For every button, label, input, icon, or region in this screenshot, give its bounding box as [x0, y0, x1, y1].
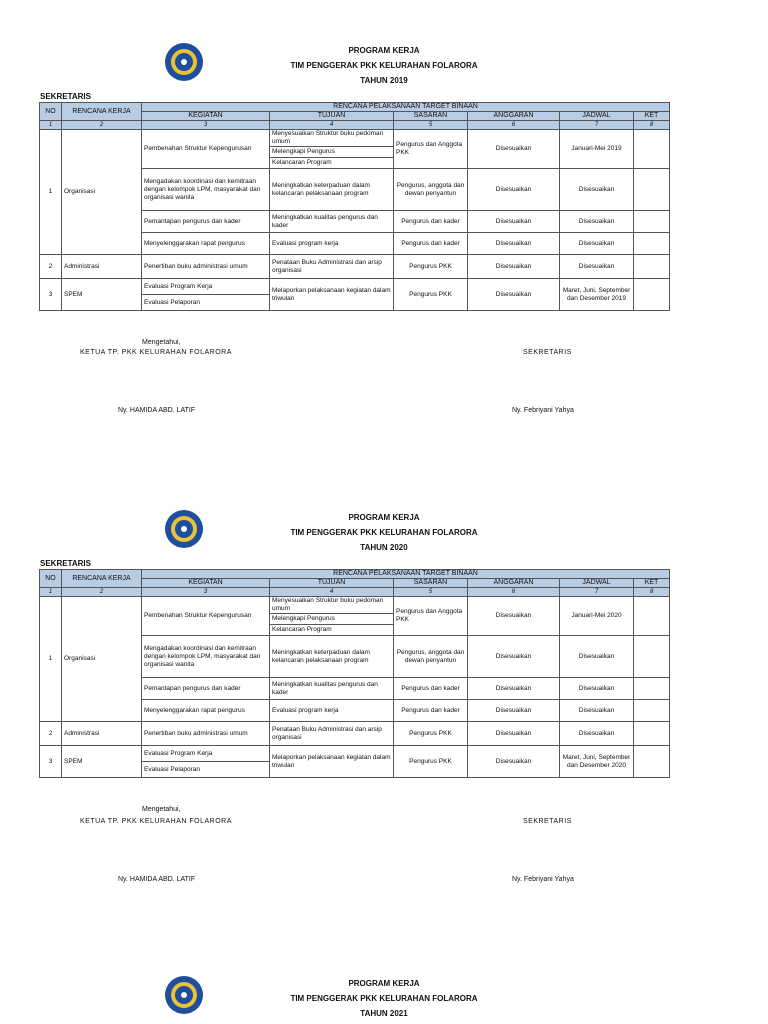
mengetahui-label: Mengetahui,	[142, 339, 181, 346]
cell-kegiatan: Menyelenggarakan rapat pengurus	[142, 233, 270, 255]
cell-jadwal: Disesuaikan	[560, 636, 634, 678]
cell-sasaran: Pengurus dan Anggota PKK	[394, 597, 468, 636]
col-number: 2	[62, 121, 142, 130]
header-jadwal: JADWAL	[560, 579, 634, 588]
cell-sasaran: Pengurus dan kader	[394, 700, 468, 722]
col-number: 3	[142, 121, 270, 130]
header-tujuan: TUJUAN	[270, 579, 394, 588]
page-title: PROGRAM KERJA	[348, 513, 420, 522]
cell-ket	[634, 255, 670, 279]
col-number: 7	[560, 588, 634, 597]
cell-jadwal: Disesuaikan	[560, 678, 634, 700]
cell-kegiatan: Evaluasi Pelaporan	[142, 762, 270, 778]
page-subtitle: TIM PENGGERAK PKK KELURAHAN FOLARORA	[290, 61, 478, 70]
cell-tujuan: Penataan Buku Administrasi dan arsip organisasi	[270, 722, 394, 746]
sekretaris-name: Ny. Febriyani Yahya	[512, 876, 574, 883]
cell-sasaran: Pengurus PKK	[394, 279, 468, 311]
cell-kegiatan: Evaluasi Pelaporan	[142, 295, 270, 311]
section-label: SEKRETARIS	[40, 92, 91, 101]
col-number: 6	[468, 588, 560, 597]
cell-anggaran: Disesuaikan	[468, 722, 560, 746]
cell-kegiatan: Pembenahan Struktur Kepengurusan	[142, 597, 270, 636]
row-rencana: SPEM	[62, 746, 142, 778]
cell-ket	[634, 597, 670, 636]
row-rencana: Administrasi	[62, 722, 142, 746]
page-year: TAHUN 2021	[360, 1009, 408, 1018]
cell-jadwal: Januari-Mei 2019	[560, 130, 634, 169]
cell-kegiatan: Penertiban buku administrasi umum	[142, 722, 270, 746]
cell-jadwal: Disesuaikan	[560, 211, 634, 233]
cell-sasaran: Pengurus dan kader	[394, 211, 468, 233]
row-no: 1	[40, 130, 62, 255]
cell-kegiatan: Pembenahan Struktur Kepengurusan	[142, 130, 270, 169]
row-no: 2	[40, 255, 62, 279]
sekretaris-title: SEKRETARIS	[523, 349, 572, 356]
header-jadwal: JADWAL	[560, 112, 634, 121]
row-no: 3	[40, 746, 62, 778]
col-number: 6	[468, 121, 560, 130]
row-rencana: SPEM	[62, 279, 142, 311]
cell-ket	[634, 636, 670, 678]
cell-kegiatan: Mengadakan koordinasi dan kemitraan dengan kelompok LPM, masyarakat dan organisasi wanita	[142, 636, 270, 678]
cell-anggaran: Disesuaikan	[468, 700, 560, 722]
col-number: 8	[634, 121, 670, 130]
page-title: PROGRAM KERJA	[348, 979, 420, 988]
cell-kegiatan: Evaluasi Program Kerja	[142, 279, 270, 295]
cell-kegiatan: Pemantapan pengurus dan kader	[142, 678, 270, 700]
header-ket: KET	[634, 112, 670, 121]
cell-tujuan: Meningkatkan keterpaduan dalam kelancaran pelaksanaan program	[270, 169, 394, 211]
header-kegiatan: KEGIATAN	[142, 579, 270, 588]
cell-anggaran: Disesuaikan	[468, 169, 560, 211]
cell-anggaran: Disesuaikan	[468, 636, 560, 678]
header-no: NO	[40, 103, 62, 121]
cell-tujuan: Kelancaran Program	[270, 625, 394, 636]
cell-jadwal: Disesuaikan	[560, 255, 634, 279]
cell-sasaran: Pengurus PKK	[394, 746, 468, 778]
cell-sasaran: Pengurus dan kader	[394, 233, 468, 255]
row-no: 1	[40, 597, 62, 722]
cell-tujuan: Meningkatkan keterpaduan dalam kelancaran pelaksanaan program	[270, 636, 394, 678]
cell-tujuan: Evaluasi program kerja	[270, 700, 394, 722]
cell-ket	[634, 130, 670, 169]
cell-ket	[634, 746, 670, 778]
cell-sasaran: Pengurus, anggota dan dewan penyantun	[394, 169, 468, 211]
row-rencana: Organisasi	[62, 597, 142, 722]
cell-tujuan: Melaporkan pelaksanaan kegiatan dalam triwulan	[270, 279, 394, 311]
row-rencana: Organisasi	[62, 130, 142, 255]
header-rencana-pelaksanaan: RENCANA PELAKSANAAN TARGET BINAAN	[142, 570, 670, 579]
cell-jadwal: Disesuaikan	[560, 233, 634, 255]
col-number: 8	[634, 588, 670, 597]
header-rencana-pelaksanaan: RENCANA PELAKSANAAN TARGET BINAAN	[142, 103, 670, 112]
cell-ket	[634, 169, 670, 211]
cell-jadwal: Disesuaikan	[560, 700, 634, 722]
cell-tujuan: Menyesuaikan Struktur buku pedoman umum	[270, 597, 394, 614]
cell-tujuan: Kelancaran Program	[270, 158, 394, 169]
cell-tujuan: Evaluasi program kerja	[270, 233, 394, 255]
cell-sasaran: Pengurus dan Anggota PKK	[394, 130, 468, 169]
cell-sasaran: Pengurus PKK	[394, 722, 468, 746]
col-number: 3	[142, 588, 270, 597]
cell-anggaran: Disesuaikan	[468, 746, 560, 778]
cell-anggaran: Disesuaikan	[468, 678, 560, 700]
header-kegiatan: KEGIATAN	[142, 112, 270, 121]
ketua-name: Ny. HAMIDA ABD. LATIF	[118, 407, 196, 414]
cell-anggaran: Disesuaikan	[468, 279, 560, 311]
cell-anggaran: Disesuaikan	[468, 233, 560, 255]
cell-kegiatan: Pemantapan pengurus dan kader	[142, 211, 270, 233]
col-number: 4	[270, 121, 394, 130]
cell-kegiatan: Menyelenggarakan rapat pengurus	[142, 700, 270, 722]
cell-jadwal: Maret, Juni, September dan Desember 2020	[560, 746, 634, 778]
col-number: 1	[40, 121, 62, 130]
cell-ket	[634, 700, 670, 722]
header-rencana: RENCANA KERJA	[62, 570, 142, 588]
cell-anggaran: Disesuaikan	[468, 255, 560, 279]
page-subtitle: TIM PENGGERAK PKK KELURAHAN FOLARORA	[290, 994, 478, 1003]
cell-tujuan: Melengkapi Pengurus	[270, 147, 394, 158]
cell-ket	[634, 279, 670, 311]
page-title-block	[0, 976, 768, 1021]
page-subtitle: TIM PENGGERAK PKK KELURAHAN FOLARORA	[290, 528, 478, 537]
cell-tujuan: Melengkapi Pengurus	[270, 614, 394, 625]
col-number: 5	[394, 588, 468, 597]
cell-tujuan: Penataan Buku Administrasi dan arsip organisasi	[270, 255, 394, 279]
section-label: SEKRETARIS	[40, 559, 91, 568]
row-rencana: Administrasi	[62, 255, 142, 279]
page-title-block	[0, 43, 768, 88]
header-anggaran: ANGGARAN	[468, 579, 560, 588]
ketua-name: Ny. HAMIDA ABD. LATIF	[118, 876, 196, 883]
cell-sasaran: Pengurus dan kader	[394, 678, 468, 700]
cell-jadwal: Januari-Mei 2020	[560, 597, 634, 636]
col-number: 2	[62, 588, 142, 597]
cell-ket	[634, 211, 670, 233]
header-no: NO	[40, 570, 62, 588]
col-number: 1	[40, 588, 62, 597]
cell-sasaran: Pengurus PKK	[394, 255, 468, 279]
page-year: TAHUN 2020	[360, 543, 408, 552]
header-ket: KET	[634, 579, 670, 588]
page-year: TAHUN 2019	[360, 76, 408, 85]
header-rencana: RENCANA KERJA	[62, 103, 142, 121]
cell-sasaran: Pengurus, anggota dan dewan penyantun	[394, 636, 468, 678]
page-title: PROGRAM KERJA	[348, 46, 420, 55]
page-title-block	[0, 510, 768, 555]
col-number: 4	[270, 588, 394, 597]
header-sasaran: SASARAN	[394, 112, 468, 121]
col-number: 7	[560, 121, 634, 130]
ketua-title: KETUA TP. PKK KELURAHAN FOLARORA	[80, 349, 232, 356]
cell-tujuan: Meningkatkan kualitas pengurus dan kader	[270, 211, 394, 233]
header-tujuan: TUJUAN	[270, 112, 394, 121]
header-anggaran: ANGGARAN	[468, 112, 560, 121]
cell-ket	[634, 722, 670, 746]
cell-tujuan: Meningkatkan kualitas pengurus dan kader	[270, 678, 394, 700]
cell-kegiatan: Penertiban buku administrasi umum	[142, 255, 270, 279]
program-table	[39, 569, 670, 778]
cell-anggaran: Disesuaikan	[468, 597, 560, 636]
cell-ket	[634, 678, 670, 700]
cell-tujuan: Menyesuaikan Struktur buku pedoman umum	[270, 130, 394, 147]
sekretaris-title: SEKRETARIS	[523, 818, 572, 825]
ketua-title: KETUA TP. PKK KELURAHAN FOLARORA	[80, 818, 232, 825]
cell-kegiatan: Mengadakan koordinasi dan kemitraan dengan kelompok LPM, masyarakat dan organisasi wanita	[142, 169, 270, 211]
mengetahui-label: Mengetahui,	[142, 806, 181, 813]
row-no: 2	[40, 722, 62, 746]
cell-kegiatan: Evaluasi Program Kerja	[142, 746, 270, 762]
sekretaris-name: Ny. Febriyani Yahya	[512, 407, 574, 414]
cell-ket	[634, 233, 670, 255]
row-no: 3	[40, 279, 62, 311]
cell-tujuan: Melaporkan pelaksanaan kegiatan dalam triwulan	[270, 746, 394, 778]
cell-anggaran: Disesuaikan	[468, 211, 560, 233]
cell-jadwal: Maret, Juni, September dan Desember 2019	[560, 279, 634, 311]
cell-anggaran: Disesuaikan	[468, 130, 560, 169]
cell-jadwal: Disesuaikan	[560, 169, 634, 211]
header-sasaran: SASARAN	[394, 579, 468, 588]
cell-jadwal: Disesuaikan	[560, 722, 634, 746]
col-number: 5	[394, 121, 468, 130]
program-table	[39, 102, 670, 311]
